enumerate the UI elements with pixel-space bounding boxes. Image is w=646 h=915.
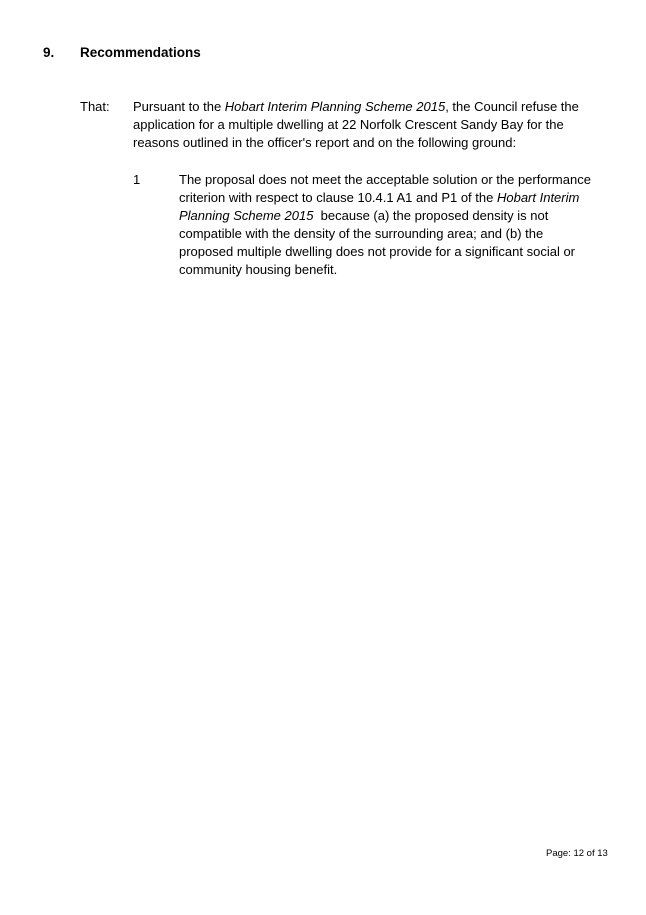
ground-text-before: The proposal does not meet the acceptable solution or the performance criterion with respect to clause 10.4.1 A1 and P1 of the — [179, 172, 591, 205]
page-number: Page: 12 of 13 — [546, 848, 608, 859]
ground-scheme-name: Hobart Interim Planning Scheme 2015 — [179, 190, 580, 223]
recommendation-scheme-name: Hobart Interim Planning Scheme 2015 — [224, 99, 446, 114]
recommendation-text-after: , the Council refuse the application for a multiple dwelling at 22 Norfolk Crescent Sandy Bay for the reasons outlined in the officer's report and on the following ground: — [133, 99, 579, 150]
ground-number: 1 — [133, 172, 141, 187]
section-number: 9. — [43, 45, 55, 60]
recommendation-text-before: Pursuant to the — [133, 99, 225, 114]
ground-text-after: because (a) the proposed density is not compatible with the density of the surrounding area; and (b) the proposed multiple dwelling does not provide for a significant social or community housing benefit. — [179, 208, 579, 277]
section-title: Recommendations — [80, 45, 201, 60]
recommendation-text — [133, 98, 593, 152]
ground-text — [179, 171, 599, 279]
recommendation-label: That: — [80, 99, 110, 114]
